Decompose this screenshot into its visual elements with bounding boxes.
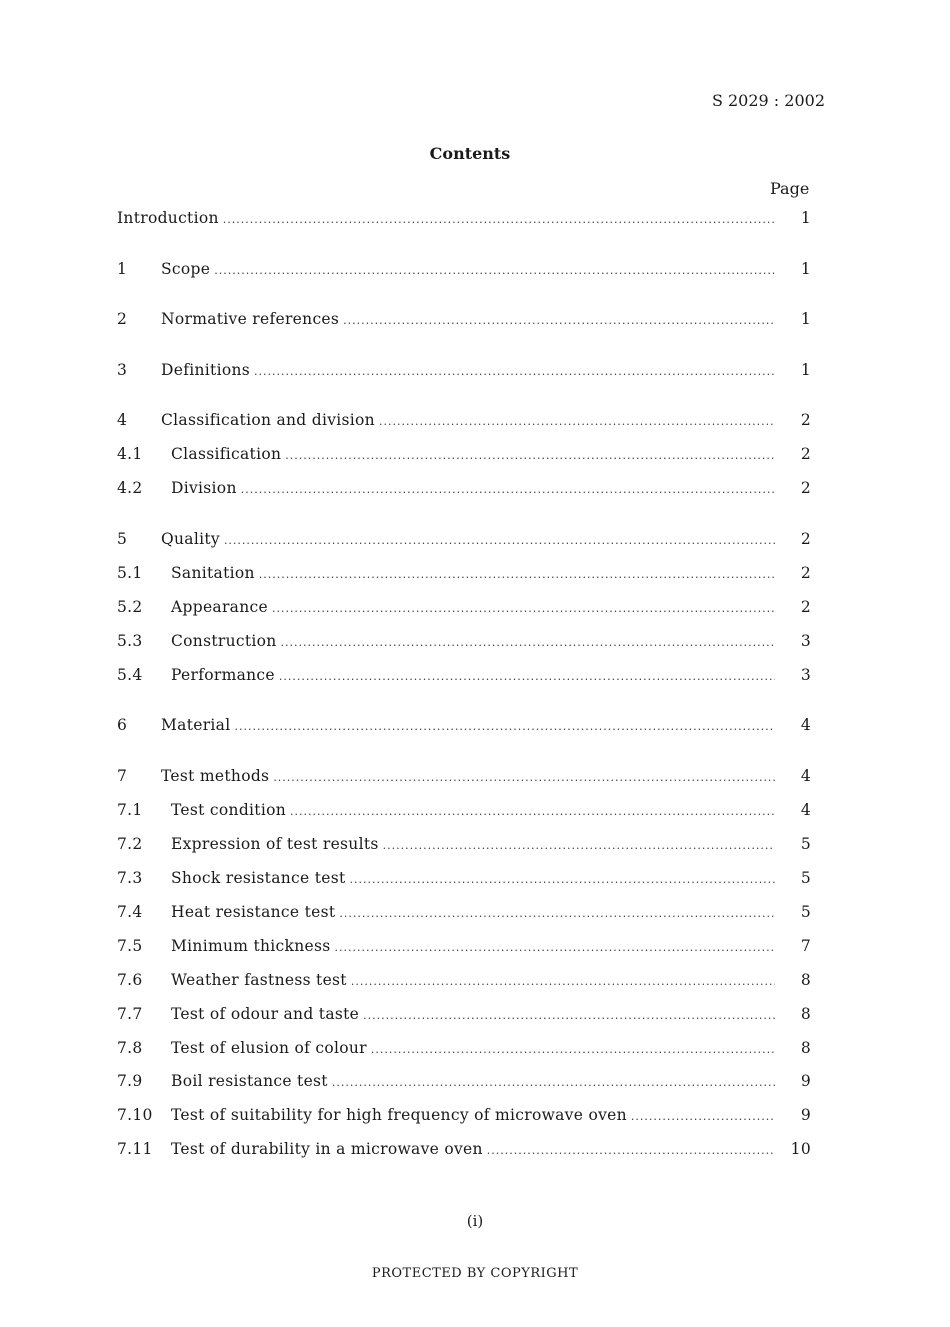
toc-entry-label: Definitions [161, 361, 250, 379]
toc-entry-page: 9 [800, 1106, 811, 1124]
dot-leader [343, 314, 775, 327]
toc-entry-7-6[interactable] [117, 971, 811, 993]
dot-leader [631, 1110, 775, 1123]
toc-entry-label: Test of odour and taste [171, 1005, 360, 1023]
toc-entry-label: Classification [171, 445, 282, 463]
toc-entry-label: Construction [171, 632, 277, 650]
toc-entry-7-10[interactable] [117, 1106, 811, 1128]
toc-entry-7-8[interactable] [117, 1039, 811, 1061]
toc-entry-label: Appearance [171, 598, 268, 616]
toc-entry-label: Weather fastness test [171, 971, 347, 989]
toc-entry-label: Sanitation [171, 564, 255, 582]
dot-leader [332, 1076, 775, 1089]
toc-entry-label: Shock resistance test [171, 869, 346, 887]
toc-entry-label: Performance [171, 666, 275, 684]
dot-leader [224, 534, 775, 547]
toc-entry-1[interactable] [117, 260, 811, 282]
toc-entry-label: Test condition [171, 801, 286, 819]
toc-entry-page: 5 [800, 869, 811, 887]
toc-entry-page: 1 [800, 361, 811, 379]
dot-leader [281, 636, 775, 649]
toc-entry-7-3[interactable] [117, 869, 811, 891]
toc-entry-number: 7.5 [117, 937, 143, 955]
dot-leader [290, 805, 775, 818]
toc-entry-2[interactable] [117, 310, 811, 332]
toc-entry-label: Test of suitability for high frequency of microwave oven [171, 1106, 627, 1124]
dot-leader [285, 449, 775, 462]
dot-leader [350, 873, 776, 886]
toc-entry-7[interactable] [117, 767, 811, 789]
page-title: Contents [429, 144, 511, 163]
dot-leader [339, 907, 775, 920]
toc-entry-introduction[interactable] [117, 209, 811, 231]
toc-entry-page: 2 [800, 445, 811, 463]
toc-entry-number: 5 [117, 530, 128, 548]
toc-entry-number: 7.8 [117, 1039, 143, 1057]
toc-entry-page: 4 [800, 767, 811, 785]
toc-entry-page: 1 [800, 209, 811, 227]
dot-leader [223, 213, 775, 226]
toc-entry-number: 6 [117, 716, 128, 734]
dot-leader [351, 975, 775, 988]
toc-entry-page: 1 [800, 260, 811, 278]
toc-entry-label: Material [161, 716, 231, 734]
standard-code: S 2029 : 2002 [711, 91, 825, 110]
toc-entry-number: 5.2 [117, 598, 143, 616]
dot-leader [254, 365, 775, 378]
toc-entry-page: 5 [800, 903, 811, 921]
toc-entry-label: Minimum thickness [171, 937, 331, 955]
dot-leader [371, 1043, 775, 1056]
dot-leader [214, 264, 775, 277]
toc-entry-page: 3 [800, 666, 811, 684]
toc-entry-label: Classification and division [161, 411, 375, 429]
toc-entry-number: 7.2 [117, 835, 143, 853]
toc-entry-number: 7.9 [117, 1072, 143, 1090]
toc-entry-number: 7.11 [117, 1140, 153, 1158]
toc-entry-number: 4.1 [117, 445, 143, 463]
toc-entry-label: Test of elusion of colour [171, 1039, 367, 1057]
toc-entry-number: 2 [117, 310, 128, 328]
toc-entry-page: 2 [800, 598, 811, 616]
toc-entry-4[interactable] [117, 411, 811, 433]
toc-entry-number: 4.2 [117, 479, 143, 497]
toc-entry-label: Introduction [117, 209, 219, 227]
dot-leader [241, 483, 775, 496]
toc-entry-page: 8 [800, 1005, 811, 1023]
toc-entry-page: 5 [800, 835, 811, 853]
toc-entry-label: Normative references [161, 310, 340, 328]
toc-entry-number: 3 [117, 361, 128, 379]
toc-entry-page: 2 [800, 479, 811, 497]
toc-entry-page: 10 [790, 1140, 811, 1158]
toc-entry-label: Boil resistance test [171, 1072, 328, 1090]
toc-entry-label: Test methods [161, 767, 270, 785]
toc-entry-number: 7 [117, 767, 128, 785]
dot-leader [279, 670, 775, 683]
toc-entry-page: 7 [800, 937, 811, 955]
toc-entry-page: 4 [800, 716, 811, 734]
toc-entry-5-4[interactable] [117, 666, 811, 688]
dot-leader [272, 602, 775, 615]
toc-entry-number: 5.3 [117, 632, 143, 650]
toc-entry-5-2[interactable] [117, 598, 811, 620]
toc-entry-5-3[interactable] [117, 632, 811, 654]
toc-entry-label: Test of durability in a microwave oven [171, 1140, 483, 1158]
page-folio: (i) [466, 1212, 484, 1230]
toc-entry-page: 4 [800, 801, 811, 819]
toc-entry-page: 8 [800, 1039, 811, 1057]
toc-entry-page: 3 [800, 632, 811, 650]
dot-leader [383, 839, 775, 852]
toc-entry-number: 5.4 [117, 666, 143, 684]
toc-entry-page: 9 [800, 1072, 811, 1090]
toc-entry-number: 5.1 [117, 564, 143, 582]
toc-entry-page: 2 [800, 530, 811, 548]
toc-entry-7-4[interactable] [117, 903, 811, 925]
toc-entry-number: 7.4 [117, 903, 143, 921]
dot-leader [487, 1144, 775, 1157]
toc-entry-label: Heat resistance test [171, 903, 336, 921]
toc-entry-page: 2 [800, 411, 811, 429]
toc-entry-label: Division [171, 479, 237, 497]
toc-entry-number: 1 [117, 260, 128, 278]
toc-entry-3[interactable] [117, 361, 811, 383]
toc-entry-number: 7.3 [117, 869, 143, 887]
toc-entry-7-2[interactable] [117, 835, 811, 857]
toc-entry-number: 7.10 [117, 1106, 153, 1124]
dot-leader [334, 941, 775, 954]
toc-entry-number: 7.1 [117, 801, 143, 819]
copyright-footer: PROTECTED BY COPYRIGHT [371, 1266, 579, 1281]
toc-entry-7-1[interactable] [117, 801, 811, 823]
toc-entry-label: Expression of test results [171, 835, 379, 853]
toc-entry-page: 2 [800, 564, 811, 582]
toc-entry-number: 7.6 [117, 971, 143, 989]
toc-entry-5[interactable] [117, 530, 811, 552]
toc-entry-7-5[interactable] [117, 937, 811, 959]
toc-entry-5-1[interactable] [117, 564, 811, 586]
toc-entry-page: 8 [800, 971, 811, 989]
dot-leader [273, 771, 775, 784]
dot-leader [363, 1009, 775, 1022]
toc-entry-4-2[interactable] [117, 479, 811, 501]
toc-entry-7-11[interactable] [117, 1140, 811, 1162]
dot-leader [259, 568, 775, 581]
toc-entry-4-1[interactable] [117, 445, 811, 467]
toc-entry-number: 4 [117, 411, 128, 429]
toc-entry-6[interactable] [117, 716, 811, 738]
dot-leader [379, 415, 775, 428]
dot-leader [234, 720, 775, 733]
toc-entry-label: Scope [161, 260, 211, 278]
toc-entry-label: Quality [161, 530, 220, 548]
page-column-label: Page [770, 179, 810, 198]
toc-entry-number: 7.7 [117, 1005, 143, 1023]
toc-entry-page: 1 [800, 310, 811, 328]
toc-entry-7-9[interactable] [117, 1072, 811, 1094]
toc-entry-7-7[interactable] [117, 1005, 811, 1027]
